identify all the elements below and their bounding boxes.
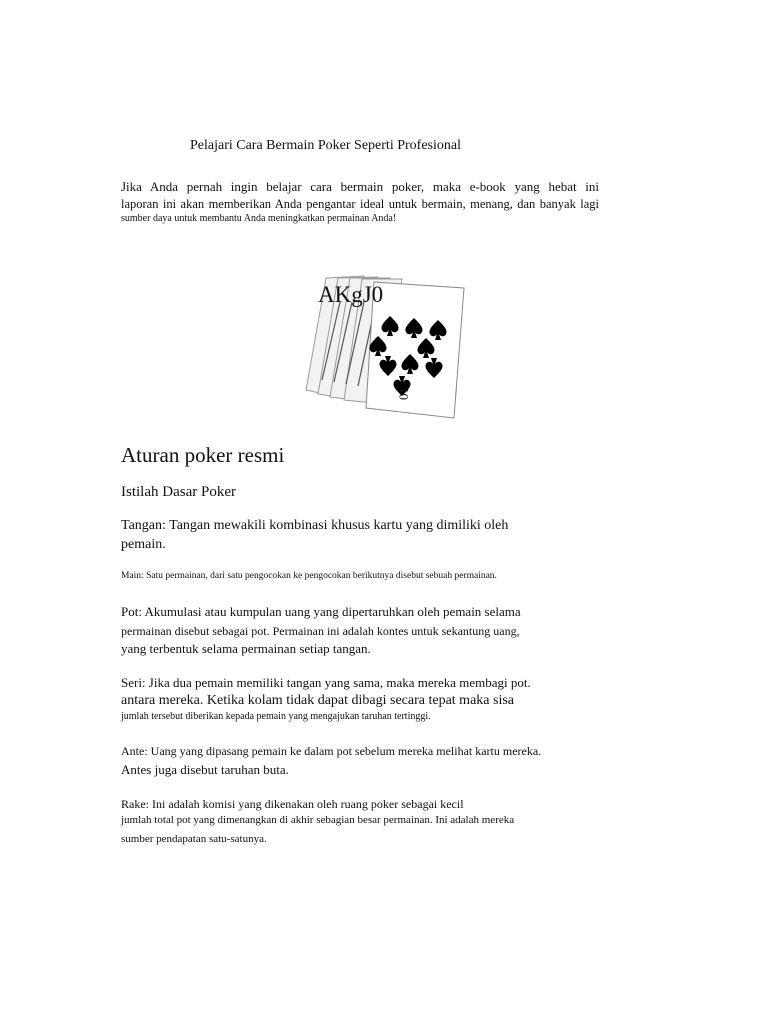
term-pot-line-2: permainan disebut sebagai pot. Permainan ini adalah kontes untuk sekantung uang,	[121, 624, 520, 638]
term-tangan-line-2: pemain.	[121, 537, 166, 552]
playing-cards-image	[304, 272, 480, 422]
intro-line-2: laporan ini akan memberikan Anda pengantar ideal untuk bermain, menang, dan banyak lagi	[121, 197, 599, 211]
term-pot-line-3: yang terbentuk selama permainan setiap tangan.	[121, 641, 371, 656]
section-subheading: Istilah Dasar Poker	[121, 484, 236, 500]
term-rake-line-1: Rake: Ini adalah komisi yang dikenakan oleh ruang poker sebagai kecil	[121, 797, 464, 811]
term-main-line-1: Main: Satu permainan, dari satu pengocokan ke pengocokan berikutnya disebut sebuah permainan.	[121, 571, 497, 581]
term-rake-line-3: sumber pendapatan satu-satunya.	[121, 833, 267, 845]
term-ante-line-2: Antes juga disebut taruhan buta.	[121, 762, 289, 777]
document-title: Pelajari Cara Bermain Poker Seperti Profesional	[190, 138, 461, 153]
term-seri-line-1: Seri: Jika dua pemain memiliki tangan yang sama, maka mereka membagi pot.	[121, 675, 531, 690]
intro-line-1: Jika Anda pernah ingin belajar cara bermain poker, maka e-book yang hebat ini	[121, 179, 599, 194]
card-corner-text: 01	[396, 387, 411, 400]
term-seri-line-2: antara mereka. Ketika kolam tidak dapat dibagi secara tepat maka sisa	[121, 693, 514, 708]
card-index-text: AKgJ0	[318, 282, 384, 307]
term-rake-line-2: jumlah total pot yang dimenangkan di akhir sebagian besar permainan. Ini adalah mereka	[121, 814, 515, 826]
section-heading: Aturan poker resmi	[121, 443, 285, 467]
term-tangan-line-1: Tangan: Tangan mewakili kombinasi khusus kartu yang dimiliki oleh	[121, 518, 509, 533]
term-pot-line-1: Pot: Akumulasi atau kumpulan uang yang dipertaruhkan oleh pemain selama	[121, 604, 521, 619]
term-seri-line-3: jumlah tersebut diberikan kepada pemain yang mengajukan taruhan tertinggi.	[121, 711, 431, 722]
intro-line-3: sumber daya untuk membantu Anda meningkatkan permainan Anda!	[121, 213, 397, 224]
term-ante-line-1: Ante: Uang yang dipasang pemain ke dalam pot sebelum mereka melihat kartu mereka.	[121, 744, 542, 758]
